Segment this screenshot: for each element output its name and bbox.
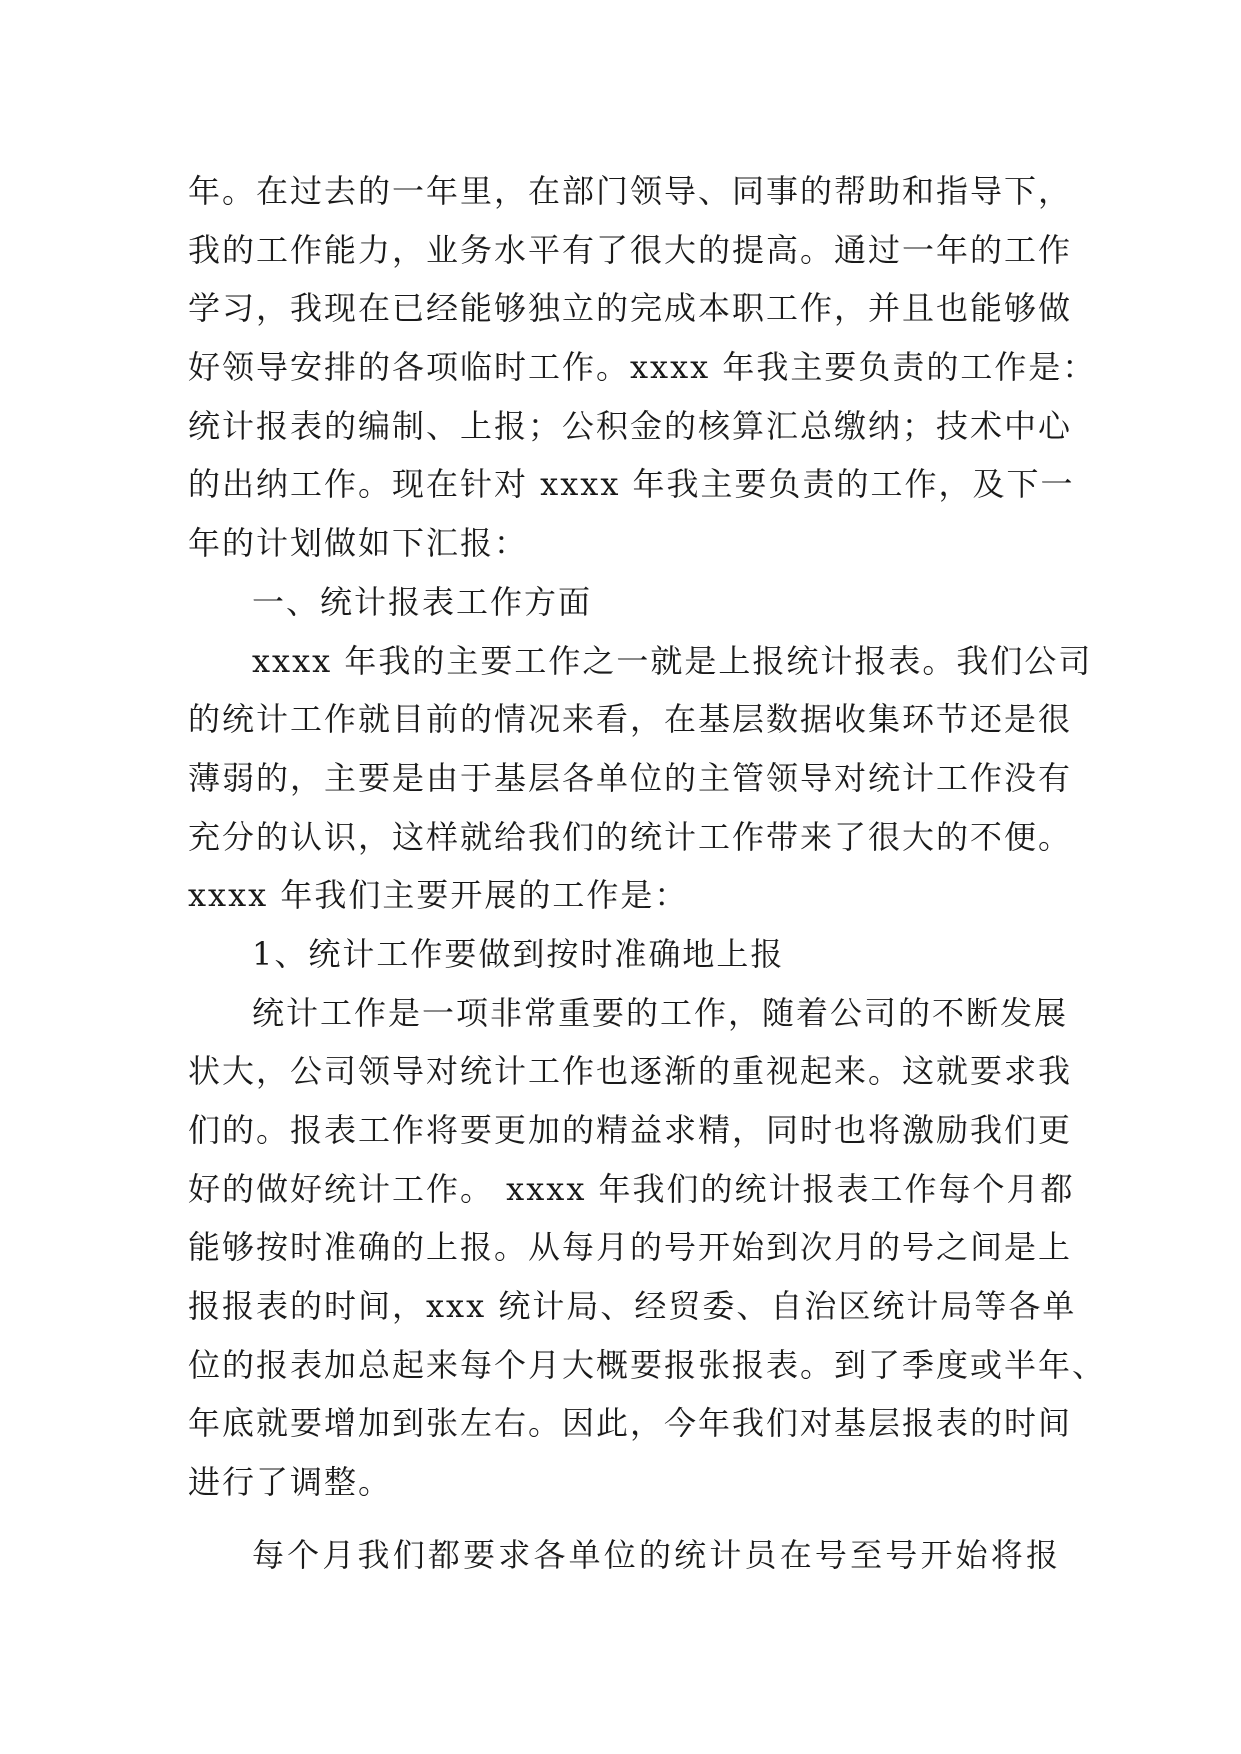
text-line: 进行了调整。: [188, 1463, 393, 1502]
text-line: 充分的认识，这样就给我们的统计工作带来了很大的不便。: [188, 817, 1073, 856]
text-line: 年底就要增加到张左右。因此，今年我们对基层报表的时间: [188, 1404, 1073, 1443]
text-line: 位的报表加总起来每个月大概要报张报表。到了季度或半年、: [188, 1345, 1107, 1384]
text-line: 薄弱的，主要是由于基层各单位的主管领导对统计工作没有: [188, 758, 1073, 797]
text-line: 的出纳工作。现在针对 xxxx 年我主要负责的工作，及下一: [188, 465, 1075, 504]
subsection-heading: 1、统计工作要做到按时准确地上报: [252, 934, 785, 973]
text-line: 好领导安排的各项临时工作。xxxx 年我主要负责的工作是：: [188, 348, 1097, 387]
text-line: 报报表的时间，xxx 统计局、经贸委、自治区统计局等各单: [188, 1287, 1077, 1326]
body-text: [188, 162, 1107, 1585]
text-line: 我的工作能力，业务水平有了很大的提高。通过一年的工作: [188, 230, 1073, 269]
text-line: 能够按时准确的上报。从每月的号开始到次月的号之间是上: [188, 1228, 1073, 1267]
text-line: 学习，我现在已经能够独立的完成本职工作，并且也能够做: [188, 289, 1073, 328]
text-line: 状大，公司领导对统计工作也逐渐的重视起来。这就要求我: [188, 1052, 1073, 1091]
text-line: xxxx 年我们主要开展的工作是：: [188, 876, 689, 915]
text-line: 们的。报表工作将要更加的精益求精，同时也将激励我们更: [188, 1111, 1073, 1149]
text-line: 的统计工作就目前的情况来看，在基层数据收集环节还是很: [188, 700, 1073, 739]
section-heading: 一、统计报表工作方面: [252, 582, 593, 621]
text-line: xxxx 年我的主要工作之一就是上报统计报表。我们公司: [252, 641, 1093, 680]
text-line: 统计工作是一项非常重要的工作，随着公司的不断发展: [252, 993, 1069, 1032]
text-line: 年。在过去的一年里，在部门领导、同事的帮助和指导下，: [188, 172, 1073, 210]
text-line: 统计报表的编制、上报；公积金的核算汇总缴纳；技术中心: [188, 406, 1073, 445]
text-line: 年的计划做如下汇报：: [188, 524, 529, 563]
text-line: 每个月我们都要求各单位的统计员在号至号开始将报: [252, 1535, 1060, 1574]
text-line: 好的做好统计工作。 xxxx 年我们的统计报表工作每个月都: [188, 1169, 1075, 1208]
